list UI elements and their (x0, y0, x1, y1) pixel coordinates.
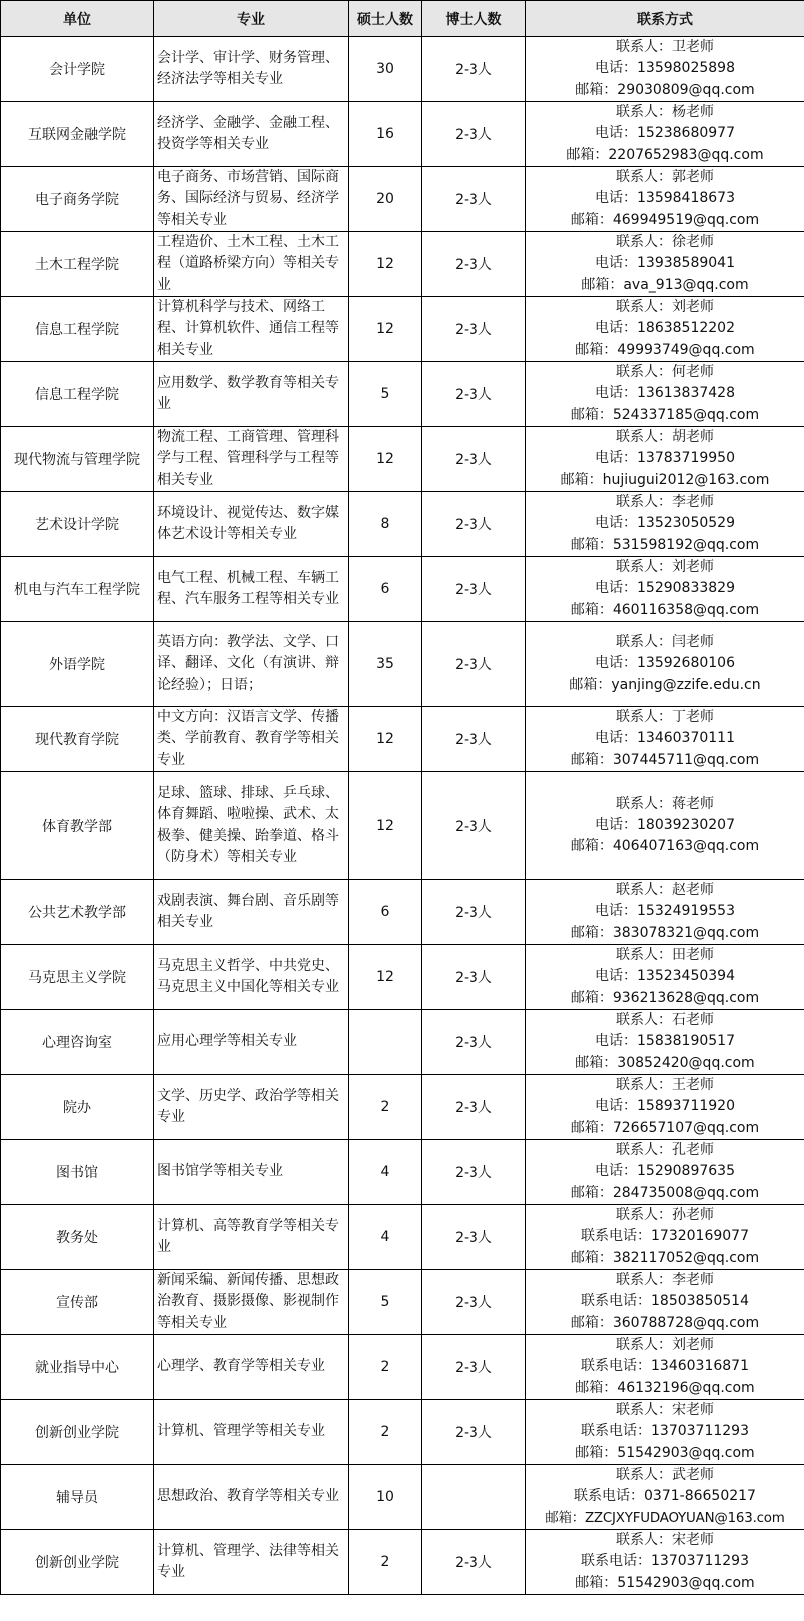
contact-cell (526, 1075, 804, 1140)
phd-count-cell: 2-3人 (422, 557, 526, 622)
contact-phone: 联系电话：18503850514 (581, 1293, 749, 1310)
contact-person: 联系人：孙老师 (616, 1207, 714, 1224)
header-row (1, 1, 804, 37)
contact-person: 联系人：闫老师 (616, 634, 714, 651)
contact-person: 联系人：刘老师 (616, 559, 714, 576)
major-cell: 应用心理学等相关专业 (154, 1010, 349, 1075)
contact-phone: 电话：13938589041 (595, 255, 735, 272)
phd-count-cell: 2-3人 (422, 37, 526, 102)
contact-email: 邮箱：ZZCJXYFUDAOYUAN@163.com (545, 1510, 785, 1526)
contact-email: 邮箱：51542903@qq.com (575, 1574, 755, 1591)
contact-phone: 电话：13523050529 (595, 515, 735, 532)
contact-email: 邮箱：284735008@qq.com (570, 1184, 760, 1201)
phd-count-cell: 2-3人 (422, 772, 526, 880)
major-cell: 计算机、管理学等相关专业 (154, 1400, 349, 1465)
phd-count-cell: 2-3人 (422, 1400, 526, 1465)
contact-email: 邮箱：406407163@qq.com (570, 838, 760, 855)
contact-cell (526, 1205, 804, 1270)
contact-person: 联系人：李老师 (616, 494, 714, 511)
major-cell: 计算机科学与技术、网络工程、计算机软件、通信工程等相关专业 (154, 297, 349, 362)
unit-cell: 公共艺术教学部 (1, 880, 154, 945)
contact-cell (526, 492, 804, 557)
major-cell: 计算机、高等教育学等相关专业 (154, 1205, 349, 1270)
unit-cell: 体育教学部 (1, 772, 154, 880)
table-row (1, 362, 804, 427)
contact-phone: 联系电话：13460316871 (581, 1358, 749, 1375)
contact-cell (526, 1140, 804, 1205)
unit-cell: 外语学院 (1, 622, 154, 707)
phd-count-cell: 2-3人 (422, 1140, 526, 1205)
contact-email: 邮箱：307445711@qq.com (570, 751, 760, 768)
major-cell: 应用数学、数学教育等相关专业 (154, 362, 349, 427)
contact-phone: 联系电话：13703711293 (581, 1423, 749, 1440)
contact-email: 邮箱：382117052@qq.com (570, 1249, 760, 1266)
phd-count-cell: 2-3人 (422, 1075, 526, 1140)
table-row (1, 427, 804, 492)
master-count-cell: 8 (349, 492, 422, 557)
phd-count-cell: 2-3人 (422, 1205, 526, 1270)
unit-cell: 信息工程学院 (1, 362, 154, 427)
phd-count-cell: 2-3人 (422, 102, 526, 167)
contact-phone: 电话：13598418673 (595, 190, 735, 207)
contact-person: 联系人：杨老师 (616, 104, 714, 121)
header-unit: 单位 (1, 1, 154, 37)
unit-cell: 创新创业学院 (1, 1530, 154, 1595)
table-row (1, 1140, 804, 1205)
unit-cell: 教务处 (1, 1205, 154, 1270)
table-row (1, 1335, 804, 1400)
contact-email: 邮箱：51542903@qq.com (575, 1444, 755, 1461)
contact-cell (526, 557, 804, 622)
contact-cell (526, 1270, 804, 1335)
major-cell: 中文方向：汉语言文学、传播类、学前教育、教育学等相关专业 (154, 707, 349, 772)
master-count-cell: 2 (349, 1335, 422, 1400)
contact-person: 联系人：孔老师 (616, 1142, 714, 1159)
contact-cell (526, 232, 804, 297)
unit-cell: 艺术设计学院 (1, 492, 154, 557)
unit-cell: 马克思主义学院 (1, 945, 154, 1010)
contact-person: 联系人：何老师 (616, 364, 714, 381)
unit-cell: 就业指导中心 (1, 1335, 154, 1400)
contact-cell (526, 945, 804, 1010)
table-row (1, 492, 804, 557)
contact-cell (526, 1400, 804, 1465)
contact-phone: 电话：15324919553 (595, 903, 735, 920)
major-cell: 心理学、教育学等相关专业 (154, 1335, 349, 1400)
major-cell: 戏剧表演、舞台剧、音乐剧等相关专业 (154, 880, 349, 945)
major-cell: 电气工程、机械工程、车辆工程、汽车服务工程等相关专业 (154, 557, 349, 622)
major-cell: 文学、历史学、政治学等相关专业 (154, 1075, 349, 1140)
contact-person: 联系人：李老师 (616, 1272, 714, 1289)
master-count-cell: 2 (349, 1400, 422, 1465)
phd-count-cell: 2-3人 (422, 880, 526, 945)
contact-cell (526, 427, 804, 492)
contact-phone: 联系电话：13703711293 (581, 1553, 749, 1570)
table-row (1, 102, 804, 167)
table-row (1, 1010, 804, 1075)
master-count-cell: 12 (349, 772, 422, 880)
contact-phone: 电话：15290897635 (595, 1163, 735, 1180)
unit-cell: 心理咨询室 (1, 1010, 154, 1075)
major-cell: 环境设计、视觉传达、数字媒体艺术设计等相关专业 (154, 492, 349, 557)
unit-cell: 会计学院 (1, 37, 154, 102)
major-cell: 英语方向：教学法、文学、口译、翻译、文化（有演讲、辩论经验）；日语； (154, 622, 349, 707)
contact-email: 邮箱：383078321@qq.com (570, 924, 760, 941)
major-cell: 足球、篮球、排球、乒乓球、体育舞蹈、啦啦操、武术、太极拳、健美操、跆拳道、格斗（防身术）等相关专业 (154, 772, 349, 880)
phd-count-cell: 2-3人 (422, 232, 526, 297)
master-count-cell: 6 (349, 880, 422, 945)
contact-email: 邮箱：460116358@qq.com (570, 601, 760, 618)
phd-count-cell: 2-3人 (422, 1335, 526, 1400)
master-count-cell (349, 1010, 422, 1075)
major-cell: 工程造价、土木工程、土木工程（道路桥梁方向）等相关专业 (154, 232, 349, 297)
unit-cell: 土木工程学院 (1, 232, 154, 297)
table-row (1, 1205, 804, 1270)
unit-cell: 互联网金融学院 (1, 102, 154, 167)
master-count-cell: 12 (349, 232, 422, 297)
unit-cell: 信息工程学院 (1, 297, 154, 362)
contact-cell (526, 297, 804, 362)
master-count-cell: 35 (349, 622, 422, 707)
contact-phone: 电话：13460370111 (595, 730, 735, 747)
contact-person: 联系人：刘老师 (616, 1337, 714, 1354)
master-count-cell: 6 (349, 557, 422, 622)
contact-phone: 电话：13613837428 (595, 385, 735, 402)
contact-email: 邮箱：469949519@qq.com (570, 211, 760, 228)
table-row (1, 1270, 804, 1335)
master-count-cell: 5 (349, 1270, 422, 1335)
contact-phone: 电话：18638512202 (595, 320, 735, 337)
master-count-cell: 12 (349, 945, 422, 1010)
table-row (1, 1075, 804, 1140)
contact-email: 邮箱：360788728@qq.com (570, 1314, 760, 1331)
master-count-cell: 2 (349, 1530, 422, 1595)
major-cell: 经济学、金融学、金融工程、投资学等相关专业 (154, 102, 349, 167)
phd-count-cell: 2-3人 (422, 622, 526, 707)
table-row (1, 37, 804, 102)
contact-cell (526, 707, 804, 772)
unit-cell: 电子商务学院 (1, 167, 154, 232)
major-cell: 思想政治、教育学等相关专业 (154, 1465, 349, 1530)
contact-person: 联系人：石老师 (616, 1012, 714, 1029)
contact-phone: 联系电话：0371-86650217 (574, 1488, 756, 1505)
master-count-cell: 30 (349, 37, 422, 102)
contact-person: 联系人：郭老师 (616, 169, 714, 186)
header-master: 硕士人数 (349, 1, 422, 37)
contact-person: 联系人：胡老师 (616, 429, 714, 446)
unit-cell: 图书馆 (1, 1140, 154, 1205)
contact-cell (526, 1010, 804, 1075)
table-row (1, 880, 804, 945)
contact-person: 联系人：徐老师 (616, 234, 714, 251)
table-row (1, 167, 804, 232)
table-row (1, 1530, 804, 1595)
contact-email: 邮箱：531598192@qq.com (570, 536, 760, 553)
contact-email: 邮箱：hujiugui2012@163.com (560, 471, 770, 488)
contact-phone: 电话：13592680106 (595, 655, 735, 672)
table-row (1, 772, 804, 880)
header-phd: 博士人数 (422, 1, 526, 37)
contact-person: 联系人：蒋老师 (616, 795, 714, 812)
phd-count-cell: 2-3人 (422, 427, 526, 492)
contact-email: 邮箱：yanjing@zzife.edu.cn (569, 676, 761, 693)
table-row (1, 1465, 804, 1530)
contact-cell (526, 167, 804, 232)
contact-cell (526, 1335, 804, 1400)
contact-cell (526, 37, 804, 102)
contact-person: 联系人：宋老师 (616, 1532, 714, 1549)
phd-count-cell: 2-3人 (422, 707, 526, 772)
master-count-cell: 4 (349, 1140, 422, 1205)
master-count-cell: 5 (349, 362, 422, 427)
header-major: 专业 (154, 1, 349, 37)
phd-count-cell: 2-3人 (422, 492, 526, 557)
unit-cell: 辅导员 (1, 1465, 154, 1530)
contact-email: 邮箱：46132196@qq.com (575, 1379, 755, 1396)
contact-cell (526, 1465, 804, 1530)
phd-count-cell: 2-3人 (422, 1270, 526, 1335)
contact-person: 联系人：宋老师 (616, 1402, 714, 1419)
phd-count-cell: 2-3人 (422, 297, 526, 362)
contact-person: 联系人：赵老师 (616, 882, 714, 899)
contact-cell (526, 102, 804, 167)
contact-phone: 电话：13523450394 (595, 968, 735, 985)
contact-email: 邮箱：30852420@qq.com (575, 1054, 755, 1071)
phd-count-cell: 2-3人 (422, 362, 526, 427)
phd-count-cell: 2-3人 (422, 167, 526, 232)
contact-phone: 电话：13783719950 (595, 450, 735, 467)
table-row (1, 557, 804, 622)
contact-person: 联系人：卫老师 (616, 39, 714, 56)
major-cell: 马克思主义哲学、中共党史、马克思主义中国化等相关专业 (154, 945, 349, 1010)
phd-count-cell: 2-3人 (422, 1530, 526, 1595)
header-contact: 联系方式 (526, 1, 804, 37)
phd-count-cell: 2-3人 (422, 945, 526, 1010)
contact-phone: 电话：15838190517 (595, 1033, 735, 1050)
unit-cell: 院办 (1, 1075, 154, 1140)
contact-cell (526, 1530, 804, 1595)
unit-cell: 现代教育学院 (1, 707, 154, 772)
master-count-cell: 4 (349, 1205, 422, 1270)
unit-cell: 宣传部 (1, 1270, 154, 1335)
contact-email: 邮箱：29030809@qq.com (575, 81, 755, 98)
contact-cell (526, 880, 804, 945)
contact-person: 联系人：丁老师 (616, 709, 714, 726)
major-cell: 电子商务、市场营销、国际商务、国际经济与贸易、经济学等相关专业 (154, 167, 349, 232)
master-count-cell: 12 (349, 427, 422, 492)
master-count-cell: 10 (349, 1465, 422, 1530)
contact-phone: 电话：15893711920 (595, 1098, 735, 1115)
unit-cell: 机电与汽车工程学院 (1, 557, 154, 622)
major-cell: 物流工程、工商管理、管理科学与工程、管理科学与工程等相关专业 (154, 427, 349, 492)
master-count-cell: 2 (349, 1075, 422, 1140)
contact-cell (526, 772, 804, 880)
phd-count-cell: 2-3人 (422, 1010, 526, 1075)
contact-phone: 电话：18039230207 (595, 816, 735, 833)
contact-phone: 电话：15238680977 (595, 125, 735, 142)
contact-person: 联系人：刘老师 (616, 299, 714, 316)
contact-phone: 联系电话：17320169077 (581, 1228, 749, 1245)
contact-person: 联系人：王老师 (616, 1077, 714, 1094)
unit-cell: 现代物流与管理学院 (1, 427, 154, 492)
contact-person: 联系人：田老师 (616, 947, 714, 964)
master-count-cell: 12 (349, 707, 422, 772)
table-row (1, 1400, 804, 1465)
master-count-cell: 12 (349, 297, 422, 362)
contact-email: 邮箱：726657107@qq.com (570, 1119, 760, 1136)
table-row (1, 232, 804, 297)
contact-phone: 电话：15290833829 (595, 580, 735, 597)
contact-email: 邮箱：936213628@qq.com (570, 989, 760, 1006)
contact-phone: 电话：13598025898 (595, 60, 735, 77)
major-cell: 计算机、管理学、法律等相关专业 (154, 1530, 349, 1595)
table-row (1, 622, 804, 707)
contact-cell (526, 362, 804, 427)
master-count-cell: 20 (349, 167, 422, 232)
unit-cell: 创新创业学院 (1, 1400, 154, 1465)
table-row (1, 707, 804, 772)
major-cell: 图书馆学等相关专业 (154, 1140, 349, 1205)
contact-email: 邮箱：2207652983@qq.com (566, 146, 764, 163)
major-cell: 会计学、审计学、财务管理、经济法学等相关专业 (154, 37, 349, 102)
master-count-cell: 16 (349, 102, 422, 167)
major-cell: 新闻采编、新闻传播、思想政治教育、摄影摄像、影视制作等相关专业 (154, 1270, 349, 1335)
table-row (1, 945, 804, 1010)
contact-cell (526, 622, 804, 707)
contact-email: 邮箱：ava_913@qq.com (581, 276, 749, 293)
table-row (1, 297, 804, 362)
contact-email: 邮箱：49993749@qq.com (575, 341, 755, 358)
contact-person: 联系人：武老师 (616, 1467, 714, 1484)
phd-count-cell (422, 1465, 526, 1530)
contact-email: 邮箱：524337185@qq.com (570, 406, 760, 423)
